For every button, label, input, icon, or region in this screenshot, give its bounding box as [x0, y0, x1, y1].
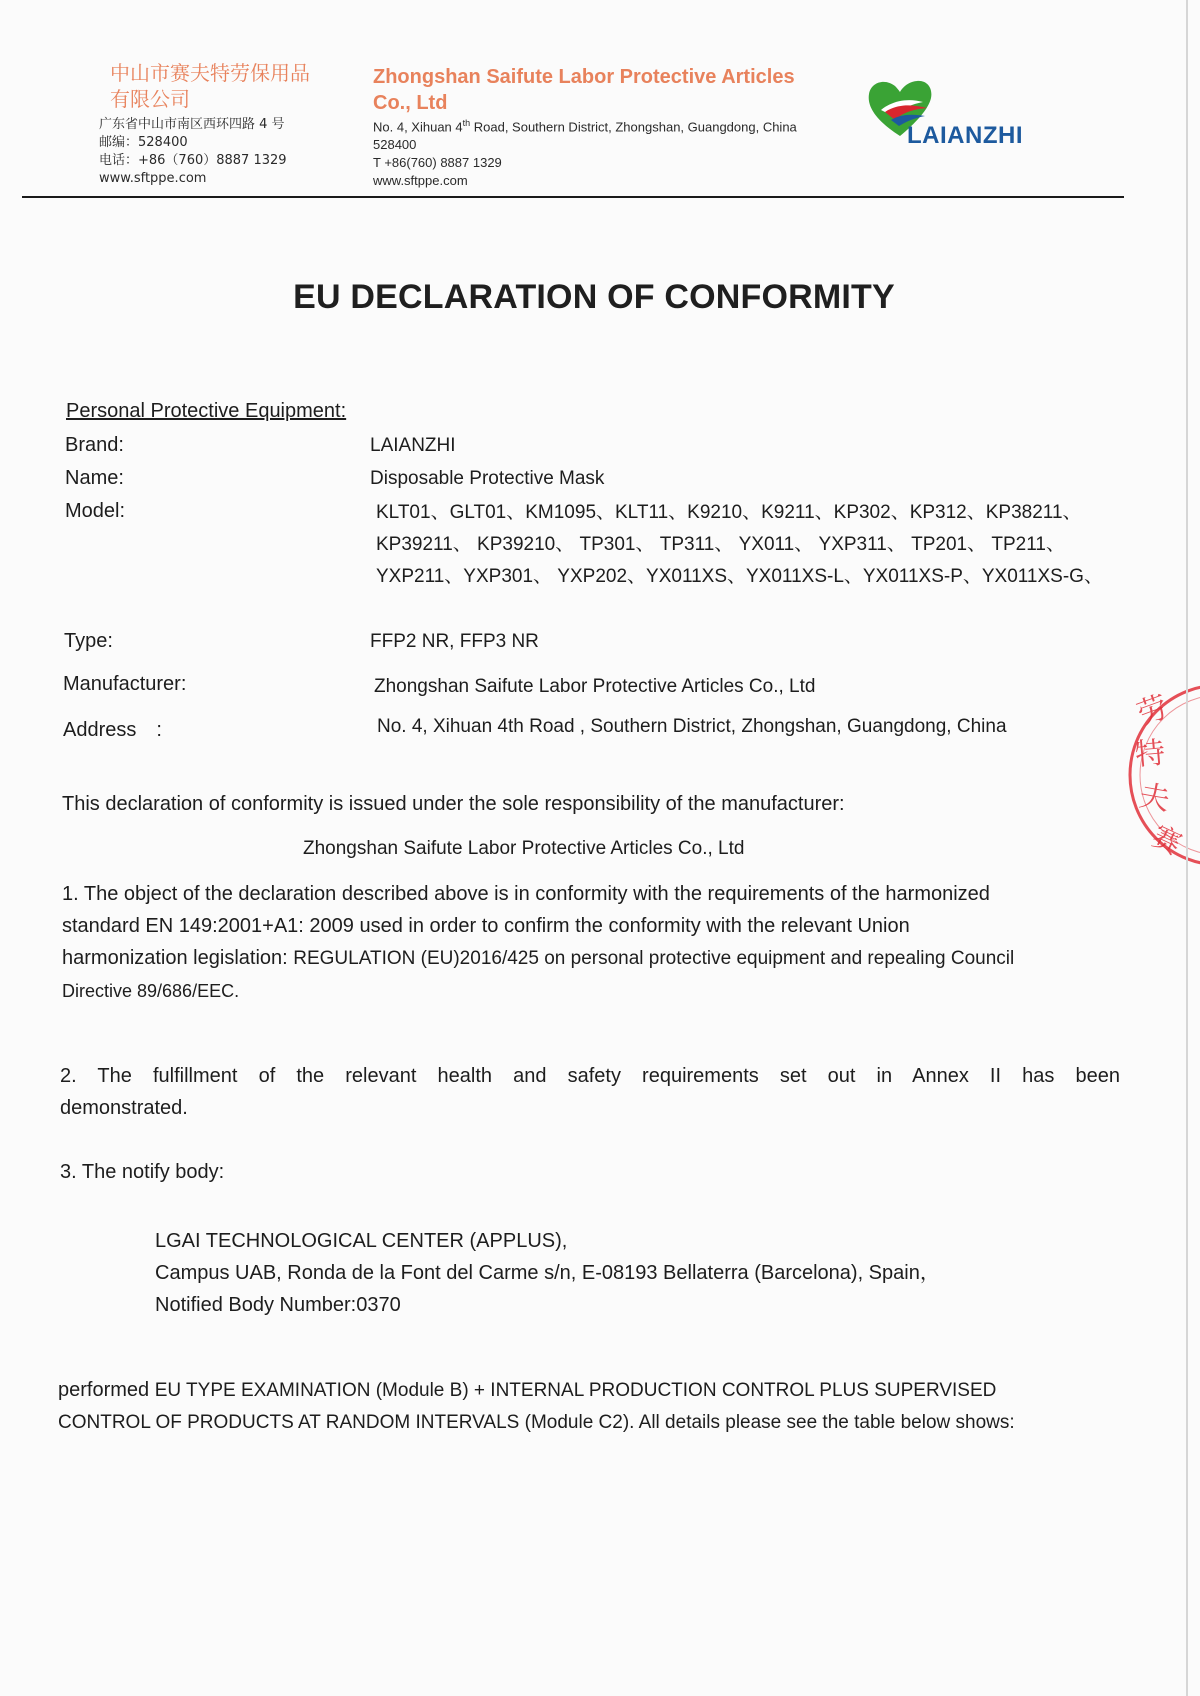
cn-company-line1: 中山市赛夫特劳保用品: [110, 61, 310, 85]
svg-text:劳: 劳: [1132, 689, 1173, 733]
cn-company-name: [110, 60, 310, 112]
header-divider: [22, 196, 1124, 198]
page-edge-shadow: [1186, 0, 1188, 1696]
svg-text:赛: 赛: [1147, 819, 1187, 862]
cn-phone: 电话：+86（760）8887 1329: [99, 153, 287, 168]
en-phone: T +86(760) 8887 1329: [373, 155, 502, 171]
page-title: EU DECLARATION OF CONFORMITY: [293, 278, 895, 316]
brand-label: Brand:: [65, 434, 124, 456]
en-web: www.sftppe.com: [373, 173, 468, 189]
performed-statement: performed EU TYPE EXAMINATION (Module B) + INTERNAL PRODUCTION CONTROL PLUS SUPERVISED CONTROL OF PRODUCTS AT RANDOM INTERVALS (Module C2). All details please see the table below shows:: [58, 1379, 1015, 1433]
manufacturer-value: Zhongshan Saifute Labor Protective Articles Co., Ltd: [374, 676, 816, 697]
item-2: 2. The fulfillment of the relevant health and safety requirements set out in Annex II has been demonstrated.: [60, 1065, 1120, 1119]
name-value: Disposable Protective Mask: [370, 468, 605, 489]
model-line: YXP211、YXP301、 YXP202、YX011XS、YX011XS-L、YX011XS-P、YX011XS-G、: [376, 566, 1103, 587]
address-label: Address :: [63, 719, 162, 741]
laianzhi-logo: [865, 76, 1035, 156]
cn-company-line2: 有限公司: [110, 87, 190, 111]
type-label: Type:: [64, 630, 113, 652]
notify-body-address: Campus UAB, Ronda de la Font del Carme s/n, E-08193 Bellaterra (Barcelona), Spain，: [155, 1262, 940, 1284]
en-company-line1: Zhongshan Saifute Labor Protective Articles: [373, 66, 795, 88]
cn-contact-block: [99, 116, 287, 188]
model-line: KP39211、 KP39210、 TP301、 TP311、 YX011、 YXP311、 TP201、 TP211、: [376, 534, 1065, 555]
en-postcode: 528400: [373, 137, 417, 153]
svg-text:夫: 夫: [1136, 778, 1173, 819]
logo-text: LAIANZHI: [907, 122, 1023, 149]
model-label: Model:: [65, 500, 126, 522]
name-label: Name:: [65, 467, 124, 489]
en-contact-block: [373, 114, 797, 190]
en-company-name: [373, 64, 795, 116]
ppe-heading: Personal Protective Equipment:: [66, 400, 347, 422]
brand-value: LAIANZHI: [370, 435, 456, 456]
company-seal: [1120, 665, 1200, 885]
cn-postcode: 邮编：528400: [99, 135, 188, 150]
svg-text:特: 特: [1133, 735, 1167, 773]
address-value: No. 4, Xihuan 4th Road , Southern District, Zhongshan, Guangdong, China: [377, 716, 1007, 737]
type-value: FFP2 NR, FFP3 NR: [370, 631, 539, 652]
responsible-company: Zhongshan Saifute Labor Protective Articles Co., Ltd: [303, 838, 745, 859]
notify-body-number: Notified Body Number:0370: [155, 1294, 401, 1316]
notify-body: [155, 1225, 940, 1321]
notify-body-name: LGAI TECHNOLOGICAL CENTER (APPLUS),: [155, 1230, 568, 1252]
cn-address: 广东省中山市南区西环四路 4 号: [99, 117, 285, 132]
responsibility-statement: This declaration of conformity is issued under the sole responsibility of the manufacturer:: [62, 793, 845, 815]
en-address: No. 4, Xihuan 4th Road, Southern District, Zhongshan, Guangdong, China: [373, 118, 797, 135]
item-1: 1. The object of the declaration described above is in conformity with the requirements of the harmonized standard EN 149:2001+A1: 2009 used in order to confirm the conformity with the relevant Union harmonization legislation: REGULATION (EU)2016/425 on personal protective equipment and repealing Council Directive 89/686/EEC.: [62, 883, 1015, 1001]
item-3: 3. The notify body:: [60, 1161, 225, 1183]
seal-stamp-icon: [1120, 665, 1200, 885]
cn-web: www.sftppe.com: [99, 171, 207, 186]
manufacturer-label: Manufacturer:: [63, 673, 187, 695]
model-list: [376, 497, 1103, 593]
model-line: KLT01、GLT01、KM1095、KLT11、K9210、K9211、KP302、KP312、KP38211、: [376, 502, 1082, 523]
en-company-line2: Co., Ltd: [373, 92, 448, 114]
